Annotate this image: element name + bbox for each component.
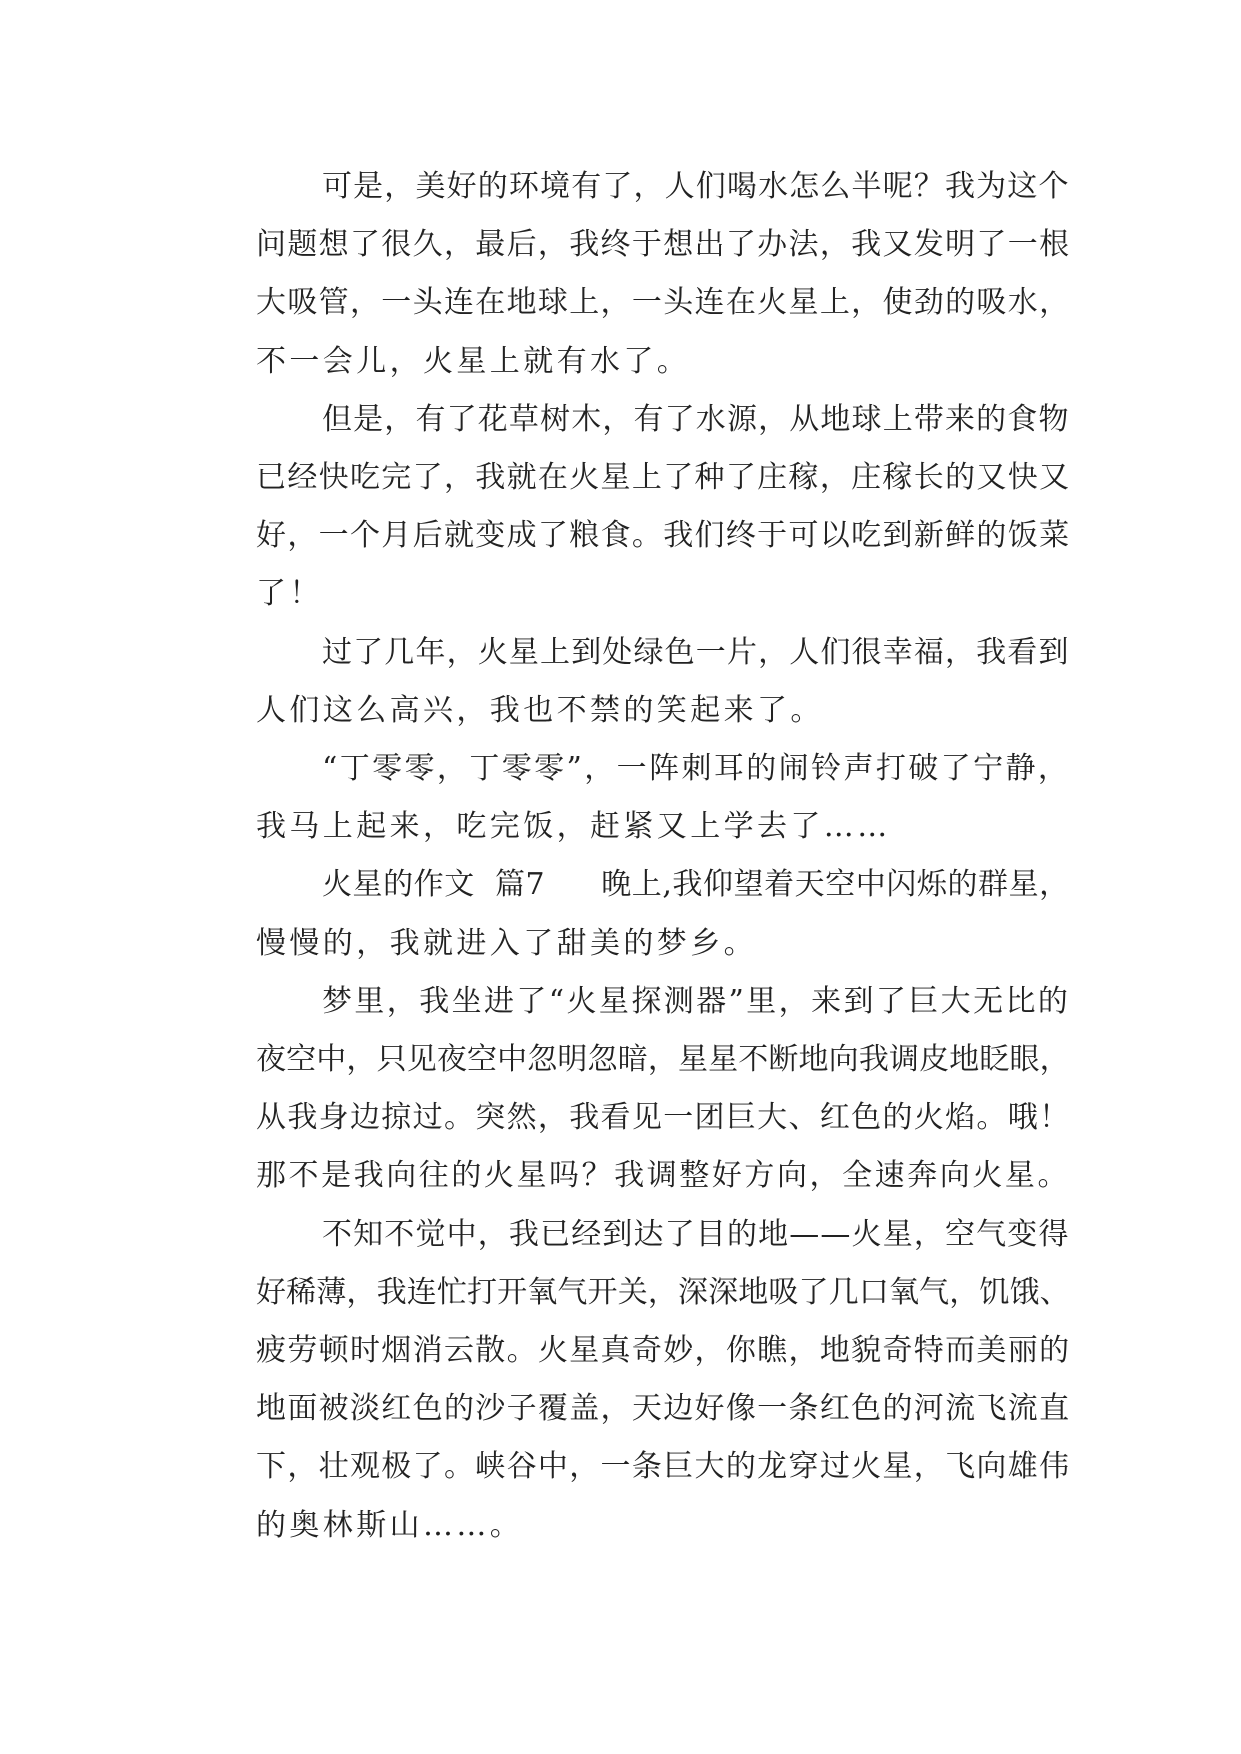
paragraph [190,856,1070,972]
paragraph [190,624,1070,740]
text-line: 了！ [256,576,323,612]
text-line: 火星的作文 篇7 晚上,我仰望着天空中闪烁的群星， [322,867,1070,903]
text-line: 不知不觉中，我已经到达了目的地——火星，空气变得 [322,1216,1070,1252]
text-line: “丁零零，丁零零”，一阵刺耳的闹铃声打破了宁静， [322,751,1071,787]
paragraph [190,391,1070,624]
text-line: 疲劳顿时烟消云散。火星真奇妙，你瞧，地貌奇特而美丽的 [256,1333,1071,1369]
paragraph [190,158,1070,391]
text-line: 梦里，我坐进了“火星探测器”里，来到了巨大无比的 [322,983,1071,1019]
paragraph [190,740,1070,856]
text-line: 但是，有了花草树木，有了水源，从地球上带来的食物 [322,401,1070,437]
text-line: 问题想了很久，最后，我终于想出了办法，我又发明了一根 [256,227,1071,263]
text-line: 好稀薄，我连忙打开氧气开关，深深地吸了几口氧气，饥饿、 [256,1274,1070,1310]
paragraph [190,973,1070,1206]
text-line: 可是，美好的环境有了，人们喝水怎么半呢？我为这个 [322,169,1070,204]
text-line: 已经快吃完了，我就在火星上了种了庄稼，庄稼长的又快又 [256,460,1071,496]
text-line: 过了几年，火星上到处绿色一片，人们很幸福，我看到 [322,634,1070,670]
paragraph [190,1206,1070,1555]
section-heading: 火星的作文 篇7 [322,867,546,903]
text-line: 的奥林斯山……。 [256,1507,524,1543]
text-line: 从我身边掠过。突然，我看见一团巨大、红色的火焰。哦！ [256,1100,1071,1136]
document-body [190,158,1070,1555]
text-line: 不一会儿，火星上就有水了。 [256,343,691,379]
text-line: 那不是我向往的火星吗？我调整好方向，全速奔向火星。 [256,1158,1070,1194]
text-line: 夜空中，只见夜空中忽明忽暗，星星不断地向我调皮地眨眼， [256,1042,1070,1078]
text-line: 地面被淡红色的沙子覆盖，天边好像一条红色的河流飞流直 [256,1391,1071,1427]
text-line: 人们这么高兴，我也不禁的笑起来了。 [256,692,824,728]
text-line: 我马上起来，吃完饭，赶紧又上学去了…… [256,809,891,845]
text-line: 大吸管，一头连在地球上，一头连在火星上，使劲的吸水， [256,285,1071,321]
text-line: 好，一个月后就变成了粮食。我们终于可以吃到新鲜的饭菜 [256,518,1071,554]
text-line: 慢慢的，我就进入了甜美的梦乡。 [256,925,757,961]
text-line: 下，壮观极了。峡谷中，一条巨大的龙穿过火星，飞向雄伟 [256,1449,1071,1485]
